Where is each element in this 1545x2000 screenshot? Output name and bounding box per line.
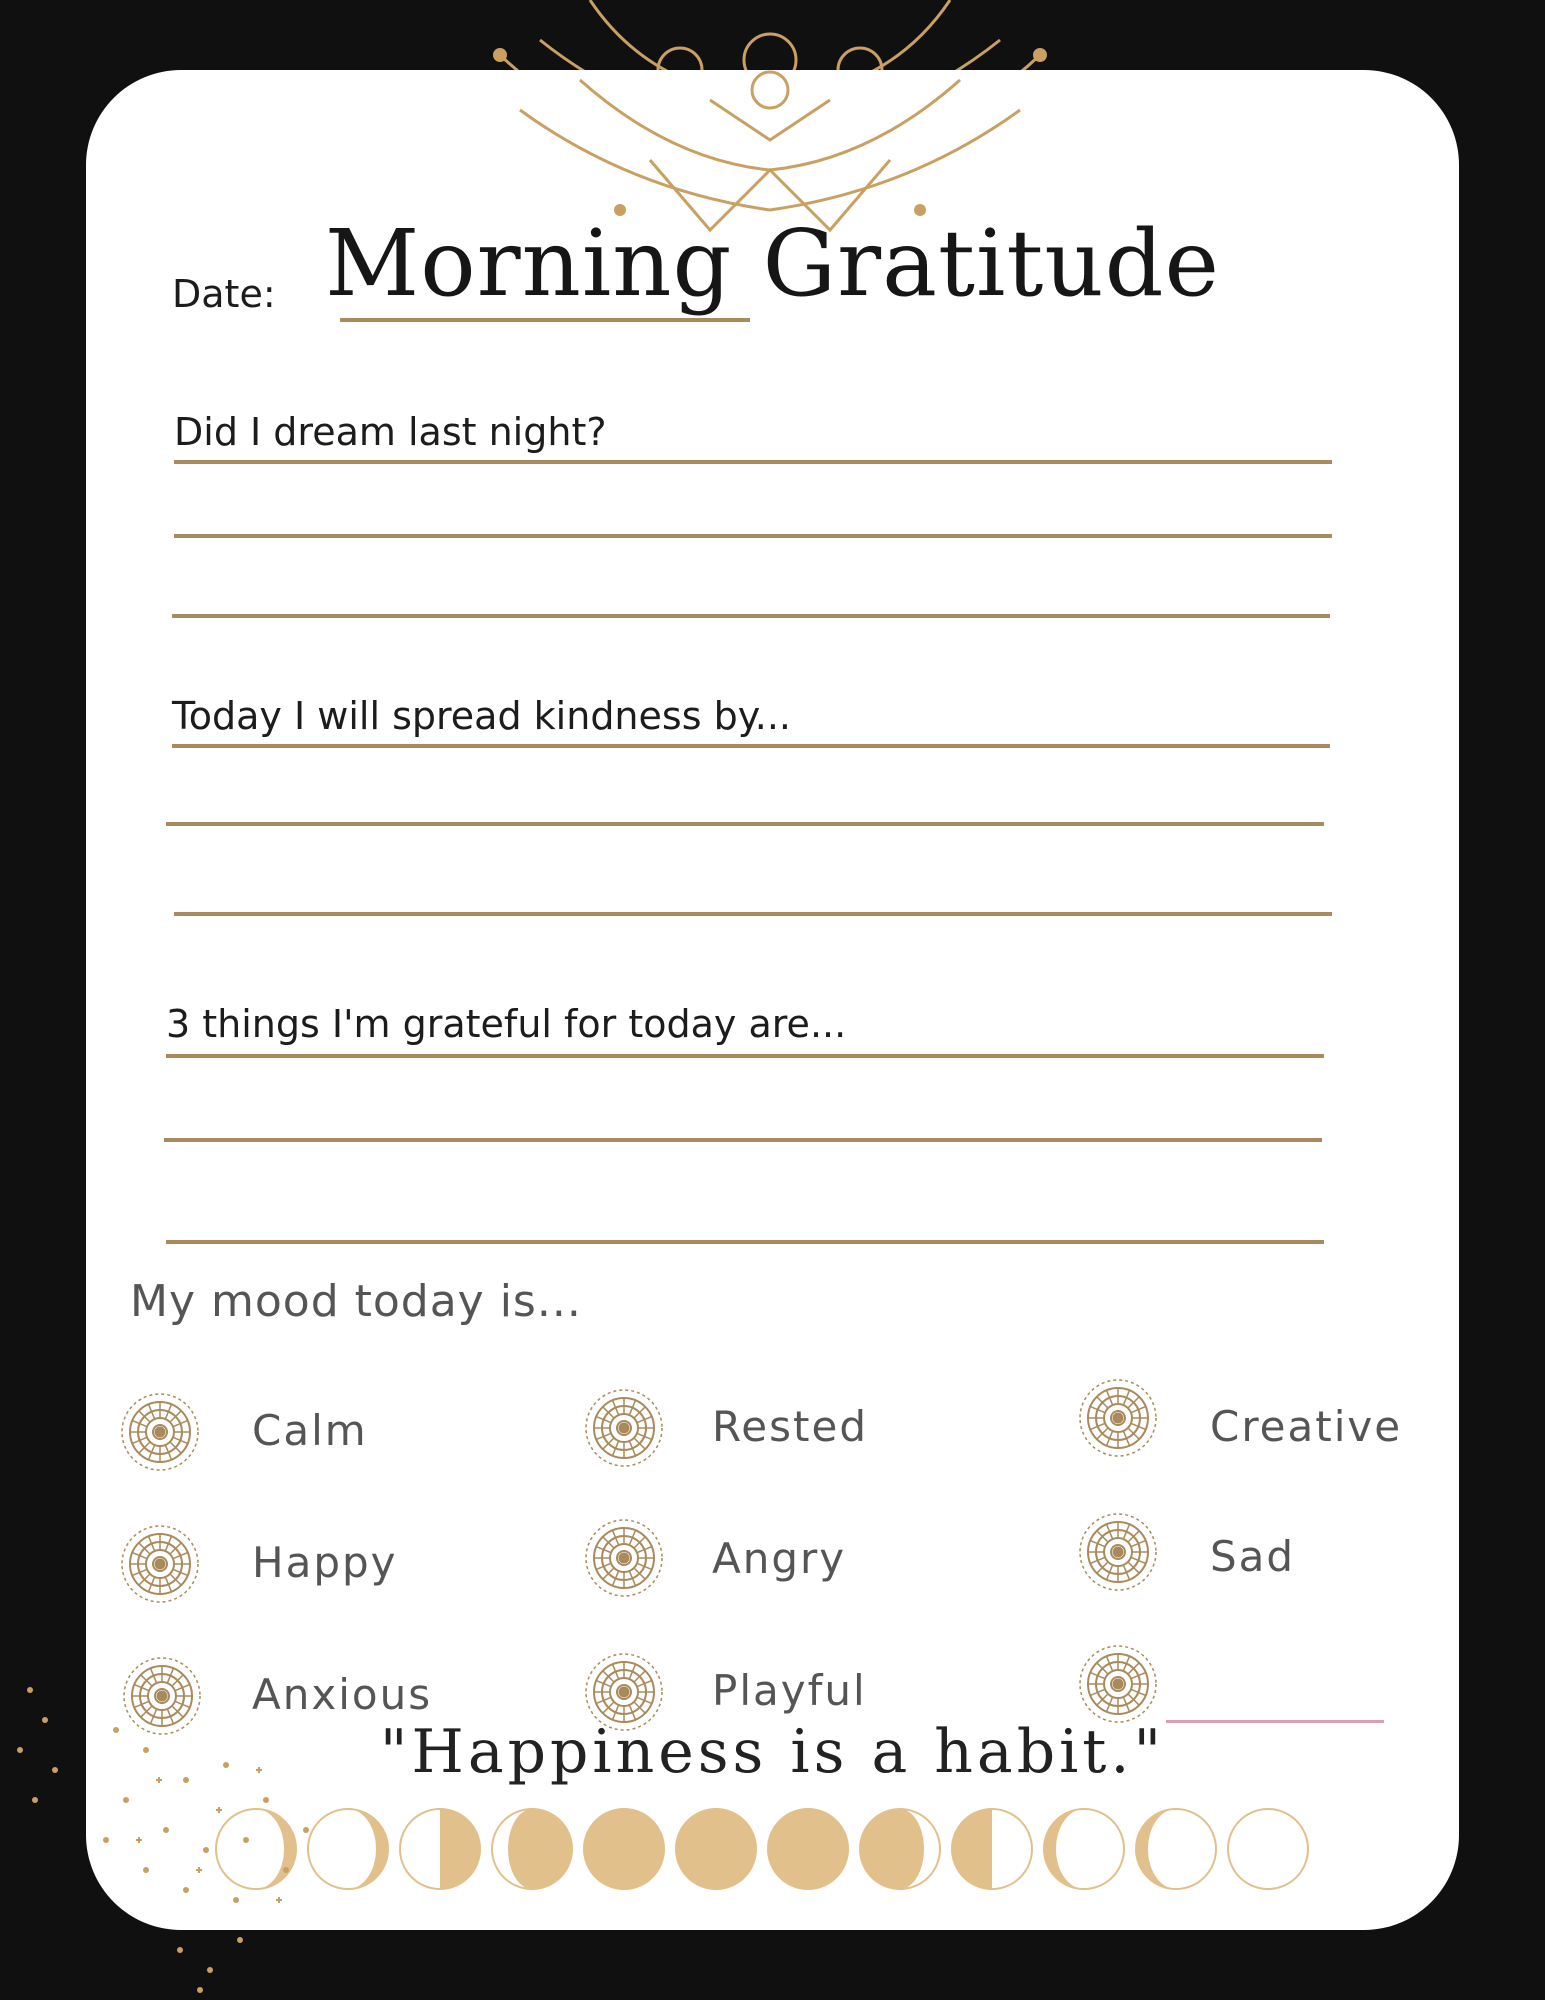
moon-phase-icon [768, 1809, 848, 1889]
prompt-kindness-line-3[interactable] [174, 912, 1332, 916]
mood-option-anxious: Anxious [252, 1670, 433, 1719]
prompt-dream-line-2[interactable] [174, 534, 1332, 538]
journal-page [86, 70, 1459, 1930]
date-label: Date: [172, 272, 276, 316]
prompt-kindness-label: Today I will spread kindness by... [172, 694, 792, 738]
mandala-bullet-icon[interactable] [582, 1516, 666, 1600]
mood-option-angry: Angry [712, 1534, 847, 1583]
quote-text: "Happiness is a habit." [379, 1717, 1166, 1787]
moon-phase-icon [584, 1809, 664, 1889]
mood-option-happy: Happy [252, 1538, 398, 1587]
prompt-kindness-line-2[interactable] [166, 822, 1324, 826]
mandala-bullet-icon[interactable] [582, 1386, 666, 1470]
moon-phase-icon [1136, 1809, 1216, 1889]
mood-option-playful: Playful [712, 1666, 867, 1715]
prompt-kindness-line-1[interactable] [172, 744, 1330, 748]
prompt-grateful-label: 3 things I'm grateful for today are... [166, 1002, 847, 1046]
date-input-line[interactable] [340, 318, 750, 322]
moon-phase-icon [860, 1809, 940, 1889]
sparkle-dots-outside [0, 1670, 300, 2000]
prompt-dream-label: Did I dream last night? [174, 410, 607, 454]
moon-phase-icon [1044, 1809, 1124, 1889]
mandala-bullet-icon[interactable] [118, 1390, 202, 1474]
prompt-dream-line-3[interactable] [172, 614, 1330, 618]
mandala-bullet-icon[interactable] [118, 1522, 202, 1606]
moon-phase-icon [1228, 1809, 1308, 1889]
mandala-bullet-icon[interactable] [1076, 1510, 1160, 1594]
moon-phase-icon [492, 1809, 572, 1889]
prompt-grateful-line-3[interactable] [166, 1240, 1324, 1244]
moon-phase-icon [952, 1809, 1032, 1889]
mood-option-rested: Rested [712, 1402, 868, 1451]
prompt-dream-line-1[interactable] [174, 460, 1332, 464]
prompt-grateful-line-1[interactable] [166, 1054, 1324, 1058]
moon-phase-icon [676, 1809, 756, 1889]
prompt-grateful-line-2[interactable] [164, 1138, 1322, 1142]
moon-phase-icon [400, 1809, 480, 1889]
mood-option-sad: Sad [1210, 1532, 1296, 1581]
mood-option-calm: Calm [252, 1406, 368, 1455]
mood-heading: My mood today is... [130, 1276, 582, 1327]
mood-option-creative: Creative [1210, 1402, 1403, 1451]
mandala-bullet-icon[interactable] [1076, 1642, 1160, 1726]
mandala-bullet-icon[interactable] [1076, 1376, 1160, 1460]
page-title: Morning Gratitude [325, 210, 1220, 317]
